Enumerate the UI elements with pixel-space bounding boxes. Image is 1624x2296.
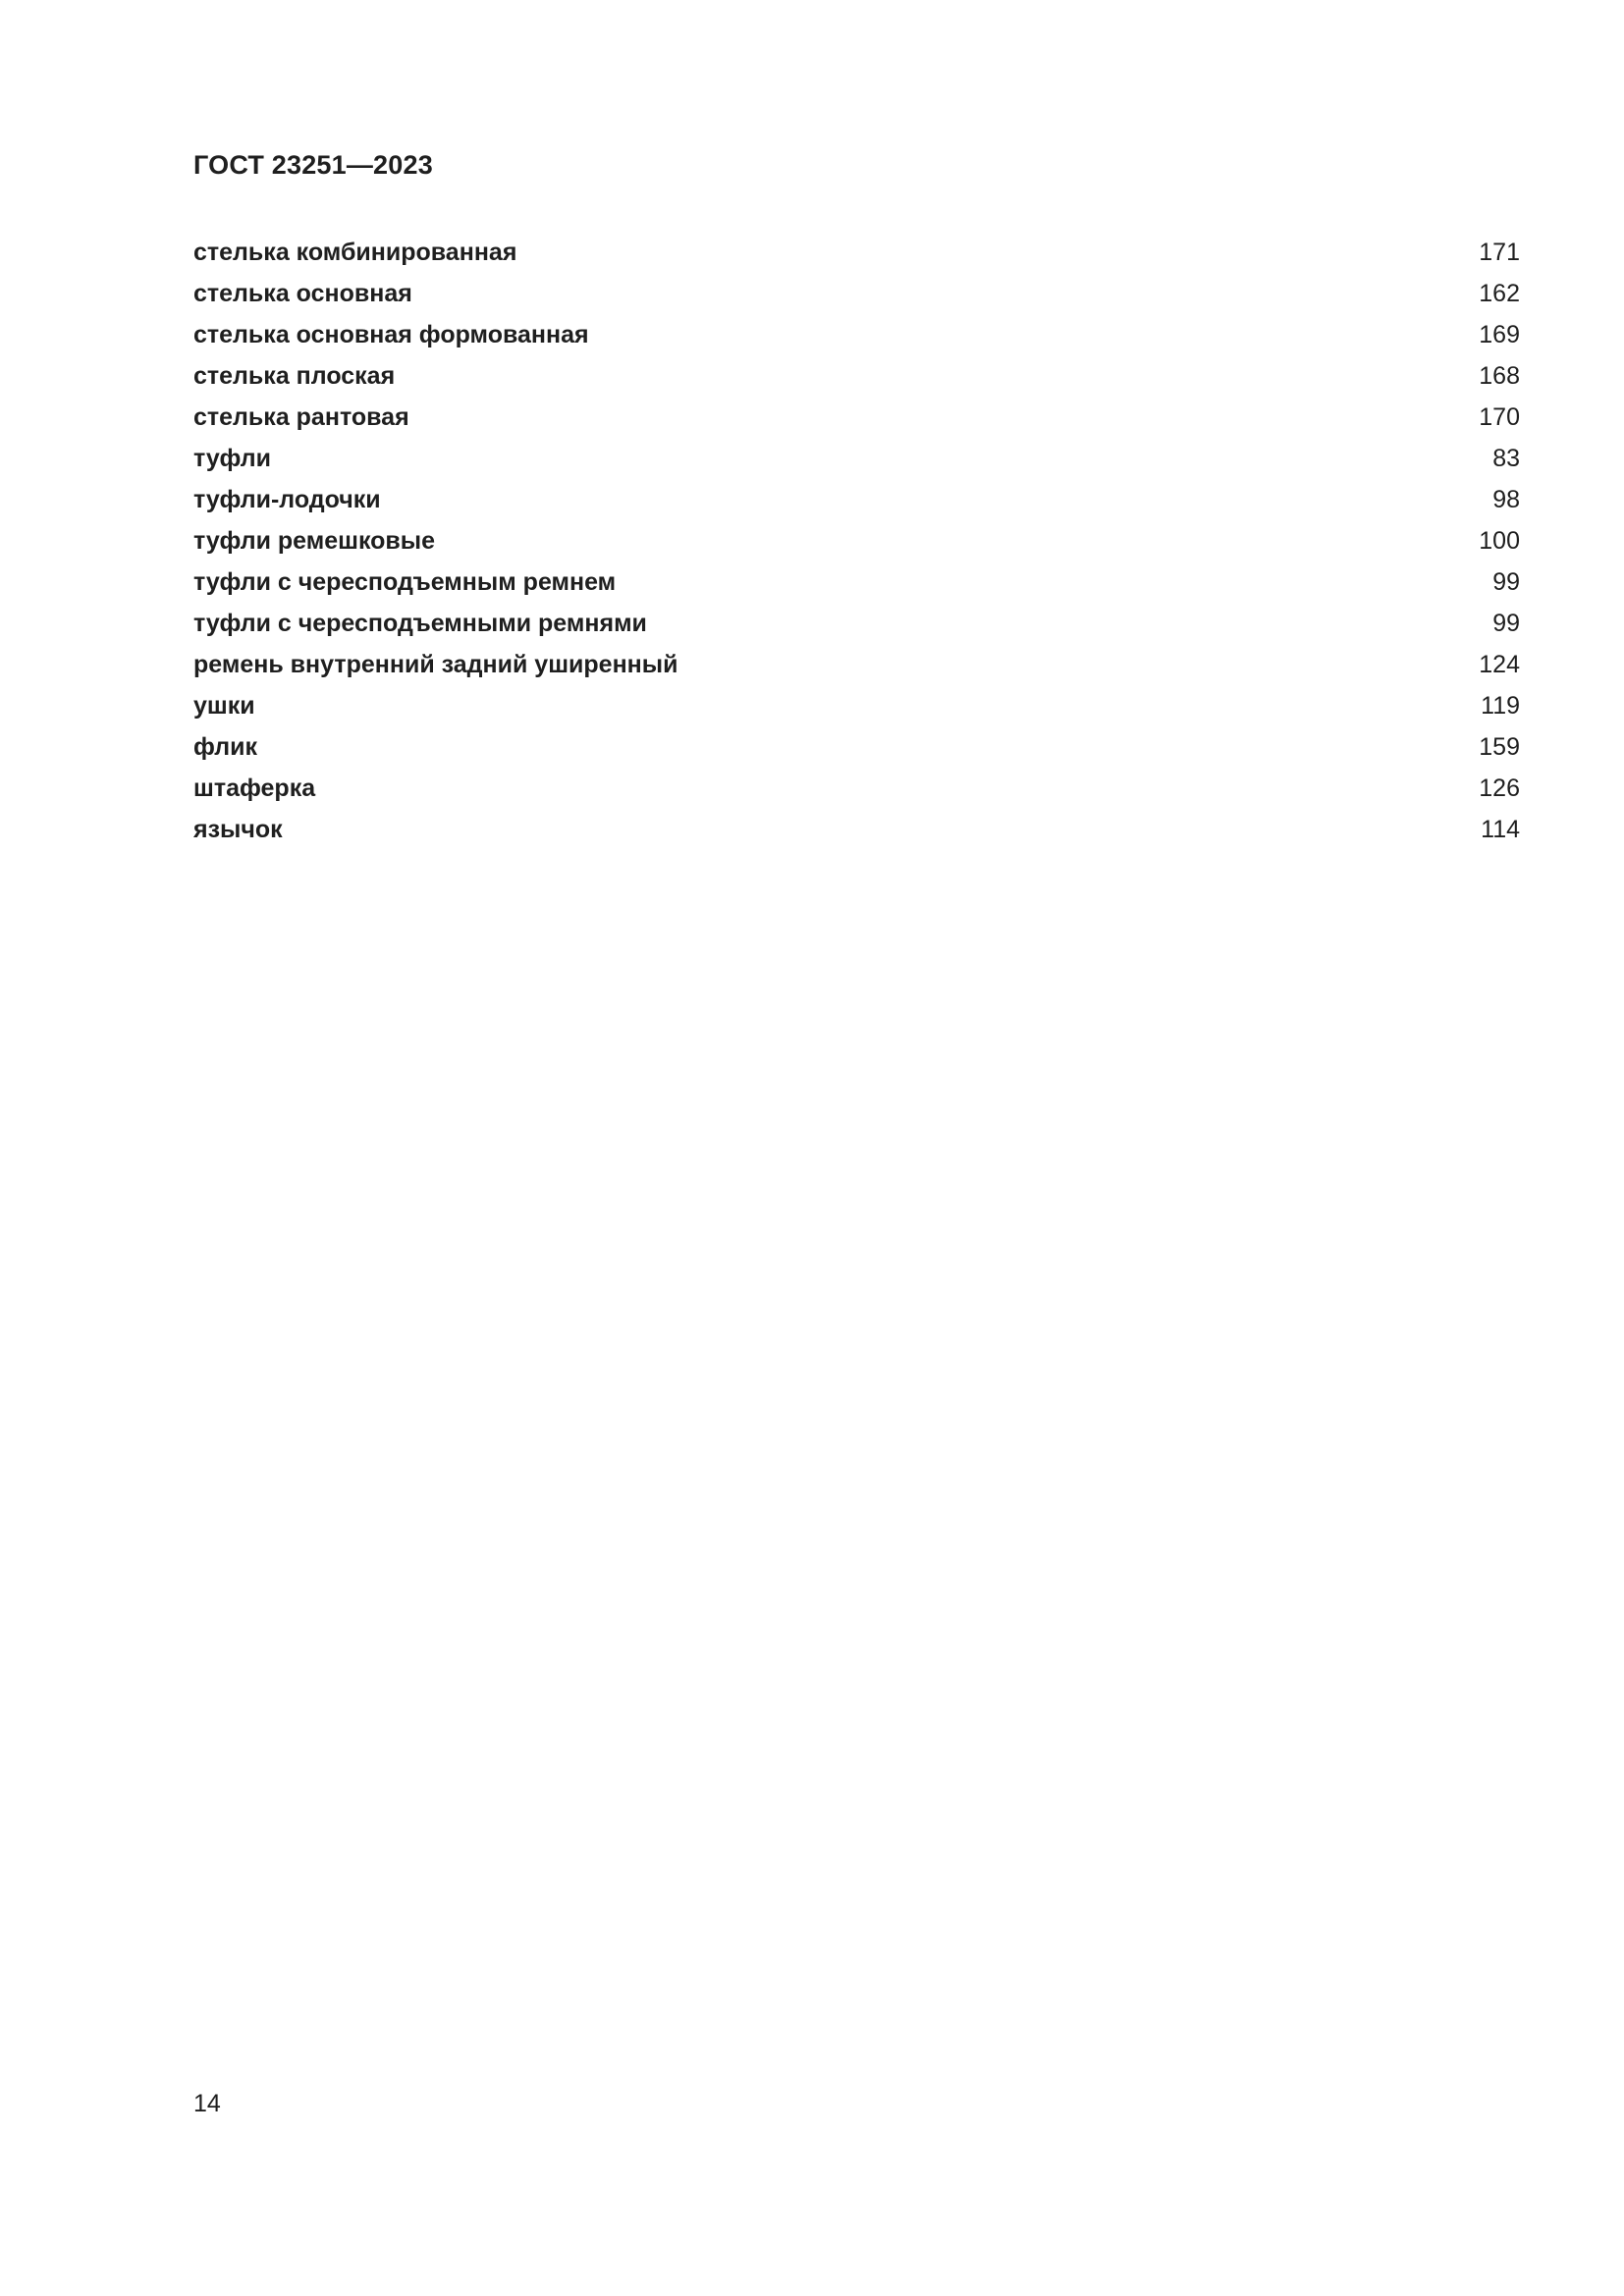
index-reference-number: 171 <box>1479 239 1520 266</box>
index-reference-number: 100 <box>1479 527 1520 555</box>
index-entry <box>193 526 1520 567</box>
index-entry <box>193 650 1520 691</box>
index-term: туфли ремешковые <box>193 527 436 555</box>
alphabetical-index-list <box>193 238 1520 856</box>
index-term: ремень внутренний задний уширенный <box>193 651 678 678</box>
index-term: стелька рантовая <box>193 403 409 431</box>
index-entry <box>193 402 1520 444</box>
index-reference-number: 159 <box>1479 733 1520 761</box>
index-term: стелька плоская <box>193 362 396 390</box>
index-entry <box>193 732 1520 774</box>
index-entry <box>193 774 1520 815</box>
index-term: туфли с чересподъемными ремнями <box>193 610 647 637</box>
index-reference-number: 162 <box>1479 280 1520 307</box>
index-entry <box>193 815 1520 856</box>
index-term: стелька основная формованная <box>193 321 589 348</box>
index-reference-number: 119 <box>1481 692 1520 720</box>
index-term: туфли <box>193 445 271 472</box>
index-entry <box>193 609 1520 650</box>
index-entry <box>193 320 1520 361</box>
index-entry <box>193 279 1520 320</box>
index-entry <box>193 238 1520 279</box>
index-reference-number: 83 <box>1492 445 1520 472</box>
page-number: 14 <box>193 2090 221 2117</box>
index-term: туфли с чересподъемным ремнем <box>193 568 617 596</box>
index-entry <box>193 485 1520 526</box>
index-entry <box>193 691 1520 732</box>
index-entry <box>193 567 1520 609</box>
index-entry <box>193 361 1520 402</box>
index-reference-number: 124 <box>1479 651 1520 678</box>
index-term: флик <box>193 733 258 761</box>
standard-designation: ГОСТ 23251—2023 <box>193 150 433 180</box>
index-term: штаферка <box>193 774 316 802</box>
index-reference-number: 99 <box>1492 610 1520 637</box>
index-reference-number: 169 <box>1479 321 1520 348</box>
index-reference-number: 168 <box>1479 362 1520 390</box>
index-reference-number: 114 <box>1481 816 1520 843</box>
index-reference-number: 98 <box>1492 486 1520 513</box>
index-reference-number: 170 <box>1479 403 1520 431</box>
index-reference-number: 99 <box>1492 568 1520 596</box>
index-term: туфли-лодочки <box>193 486 381 513</box>
index-term: ушки <box>193 692 255 720</box>
index-entry <box>193 444 1520 485</box>
index-term: стелька основная <box>193 280 412 307</box>
index-term: язычок <box>193 816 283 843</box>
index-reference-number: 126 <box>1479 774 1520 802</box>
index-term: стелька комбинированная <box>193 239 517 266</box>
